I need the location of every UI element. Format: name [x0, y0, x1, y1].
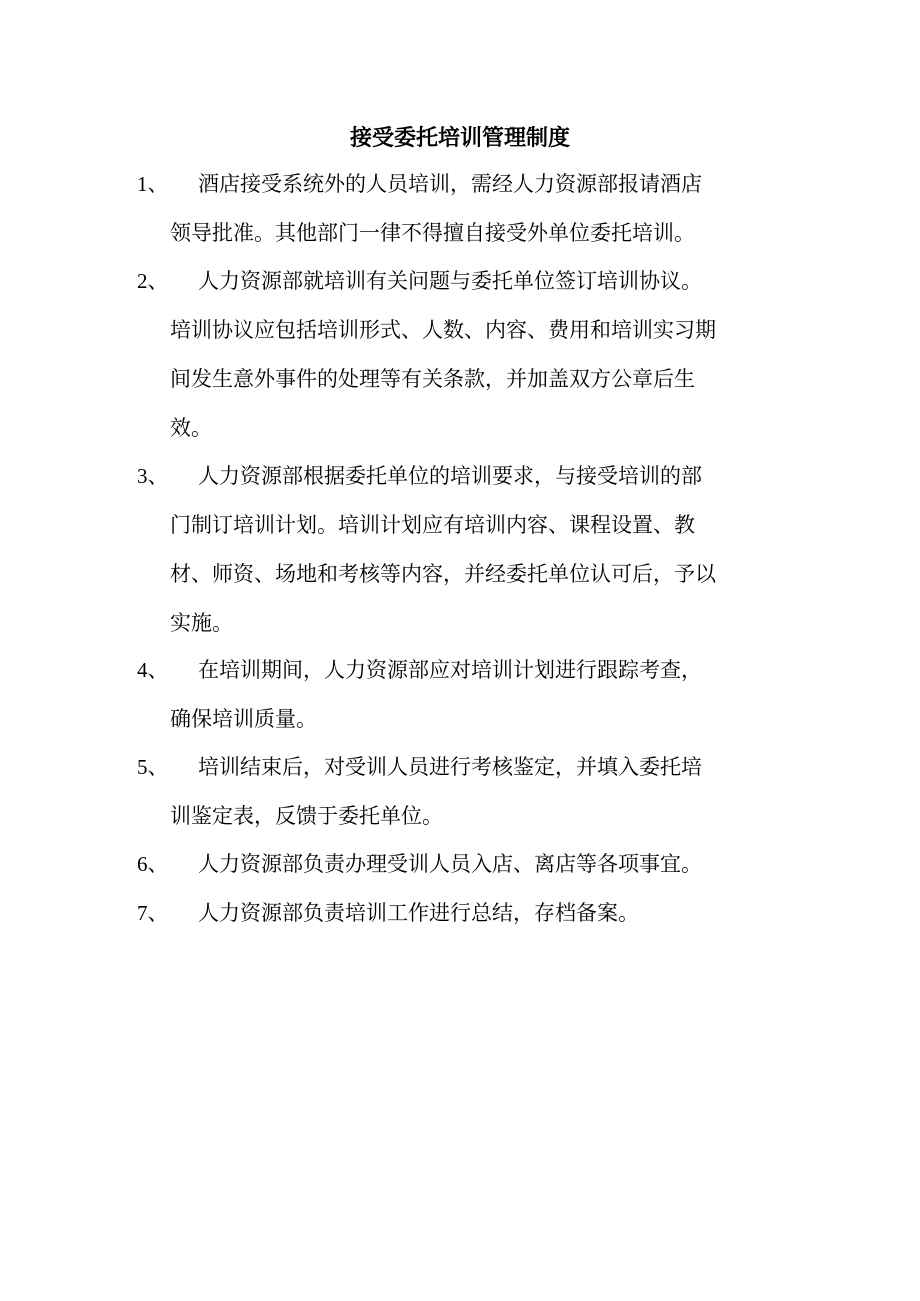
- item-text-line: 确保培训质量。: [170, 707, 317, 731]
- item-text-line: 培训协议应包括培训形式、人数、内容、费用和培训实习期: [170, 318, 716, 342]
- item-number: 6、: [137, 852, 169, 876]
- document-title: 接受委托培训管理制度: [349, 125, 570, 151]
- item-number: 3、: [137, 464, 169, 488]
- item-number: 1、: [137, 172, 169, 196]
- item-text-line: 人力资源部负责培训工作进行总结，存档备案。: [198, 901, 639, 925]
- item-text-line: 领导批准。其他部门一律不得擅自接受外单位委托培训。: [170, 221, 695, 245]
- item-number: 2、: [137, 269, 169, 293]
- item-text-line: 效。: [170, 416, 212, 440]
- item-text-line: 在培训期间，人力资源部应对培训计划进行跟踪考查，: [198, 658, 702, 682]
- item-text-line: 人力资源部根据委托单位的培训要求，与接受培训的部: [198, 464, 702, 488]
- item-text-line: 人力资源部就培训有关问题与委托单位签订培训协议。: [198, 269, 702, 293]
- item-text-line: 门制订培训计划。培训计划应有培训内容、课程设置、教: [170, 513, 695, 537]
- item-text-line: 人力资源部负责办理受训人员入店、离店等各项事宜。: [198, 852, 702, 876]
- item-number: 7、: [137, 901, 169, 925]
- item-text-line: 实施。: [170, 611, 233, 635]
- item-number: 4、: [137, 658, 169, 682]
- item-text-line: 训鉴定表，反馈于委托单位。: [170, 804, 443, 828]
- item-text-line: 酒店接受系统外的人员培训，需经人力资源部报请酒店: [198, 172, 702, 196]
- item-text-line: 间发生意外事件的处理等有关条款，并加盖双方公章后生: [170, 367, 695, 391]
- item-text-line: 材、师资、场地和考核等内容，并经委托单位认可后，予以: [170, 562, 716, 586]
- item-number: 5、: [137, 755, 169, 779]
- item-text-line: 培训结束后，对受训人员进行考核鉴定，并填入委托培: [198, 755, 702, 779]
